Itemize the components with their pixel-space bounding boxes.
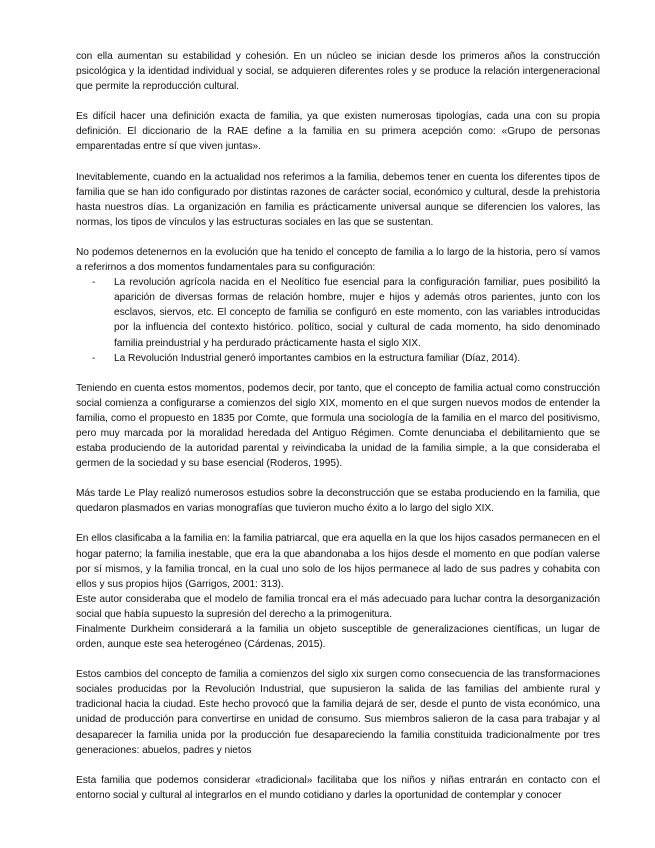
list-bullet: -: [92, 277, 96, 289]
list-bullet: -: [92, 352, 96, 364]
paragraph-cohesion: con ella aumentan su estabilidad y cohesión. En un núcleo se inician desde los primeros años la construcción psicológica y la identidad individual y social, se adquieren diferentes roles y se produce la relación intergeneracional que permite la reproducción cultural.: [76, 51, 600, 93]
list-item: [76, 275, 600, 350]
paragraph-comte: Teniendo en cuenta estos momentos, podemos decir, por tanto, que el concepto de familia actual como construcción social comienza a configurarse a comienzos del siglo XIX, momento en el que surgen nuevos modos de entender la familia, como el propuesto en 1835 por Comte, que formula una sociología de la familia en el marco del positivismo, pero muy marcada por la moralidad heredada del Antiguo Régimen. Comte denunciaba el debilitamiento que se estaba produciendo de la autoridad parental y reivindicaba la unidad de la familia simple, a la que consideraba el germen de la sociedad y su base esencial (Roderos, 1995).: [76, 382, 600, 470]
paragraph-traditional-family: Esta familia que podemos considerar «tradicional» facilitaba que los niños y niñas entrarán en contacto con el entorno social y cultural al integrarlos en el mundo cotidiano y darles la oportunidad de contemplar y conocer: [76, 774, 600, 801]
paragraph-evolution-intro: No podemos detenernos en la evolución que ha tenido el concepto de familia a lo largo de la historia, pero sí vamos a referirnos a dos momentos fundamentales para su configuración:: [76, 246, 600, 274]
paragraph-le-play: Más tarde Le Play realizó numerosos estudios sobre la deconstrucción que se estaba produciendo en la familia, que quedaron plasmados en varias monografías que tuvieron mucho éxito a lo largo del siglo XIX.: [76, 488, 600, 515]
paragraph-industrial-changes: Estos cambios del concepto de familia a comienzos del siglo xix surgen como consecuencia de las transformaciones sociales producidas por la Revolución Industrial, que supusieron la salida de las familias del ambiente rural y tradicional hacia la ciudad. Este hecho provocó que la familia dejará de ser, desde el punto de vista económico, una unidad de producción para convertirse en unidad de consumo. Sus miembros salieron de la casa para trabajar y al desaparecer la familia unida por la producción fue desapareciendo la familia constituida tradicionalmente por tres generaciones: abuelos, padres y nietos: [76, 669, 600, 756]
list-item-text: La revolución agrícola nacida en el Neolítico fue esencial para la configuración familiar, pues posibilitó la aparición de diversas formas de relación hombre, mujer e hijos y además otros parientes, junto con los esclavos, siervos, etc. El concepto de familia se configuró en este momento, con las variables introducidas por la influencia del contexto histórico. político, social y cultural de cada momento, ha sido denominado familia preindustrial y ha perdurado prácticamente hasta el siglo XIX.: [114, 277, 600, 349]
list-item-text: La Revolución Industrial generó importantes cambios en la estructura familiar (Díaz, 2014).: [114, 352, 520, 364]
paragraph-durkheim: Finalmente Durkheim considerará a la familia un objeto susceptible de generalizaciones científicas, un lugar de orden, aunque este sea heterogéneo (Cárdenas, 2015).: [76, 624, 600, 651]
paragraph-family-types: Inevitablemente, cuando en la actualidad nos referimos a la familia, debemos tener en cuenta los diferentes tipos de familia que se han ido configurado por distintas razones de carácter social, económico y cultural, desde la prehistoria hasta nuestros días. La organización en familia es prácticamente universal aunque se diferencien los valores, las normas, los tipos de vínculos y las estructuras sociales en las que se sustentan.: [76, 171, 600, 228]
paragraph-definition: Es difícil hacer una definición exacta de familia, ya que existen numerosas tipologías, cada una con su propia definición. El diccionario de la RAE define a la familia en su primera acepción como: «Grupo de personas emparentadas entre sí que viven juntas».: [76, 111, 600, 153]
moments-list: [76, 275, 600, 366]
document-body: [76, 49, 600, 803]
paragraph-troncal: Este autor consideraba que el modelo de familia troncal era el más adecuado para luchar contra la desorganización social que había supuesto la supresión del derecho a la primogenitura.: [76, 593, 600, 620]
list-item: [76, 351, 600, 366]
paragraph-classification: En ellos clasificaba a la familia en: la familia patriarcal, que era aquella en la que los hijos casados permanecen en el hogar paterno; la familia inestable, que era la que abandonaba a los hijos desde el momento en que podían valerse por sí mismos, y la familia troncal, en la cual uno solo de los hijos permanece al lado de sus padres y cohabita con ellos y sus propios hijos (Garrigos, 2001: 313).: [76, 533, 600, 590]
